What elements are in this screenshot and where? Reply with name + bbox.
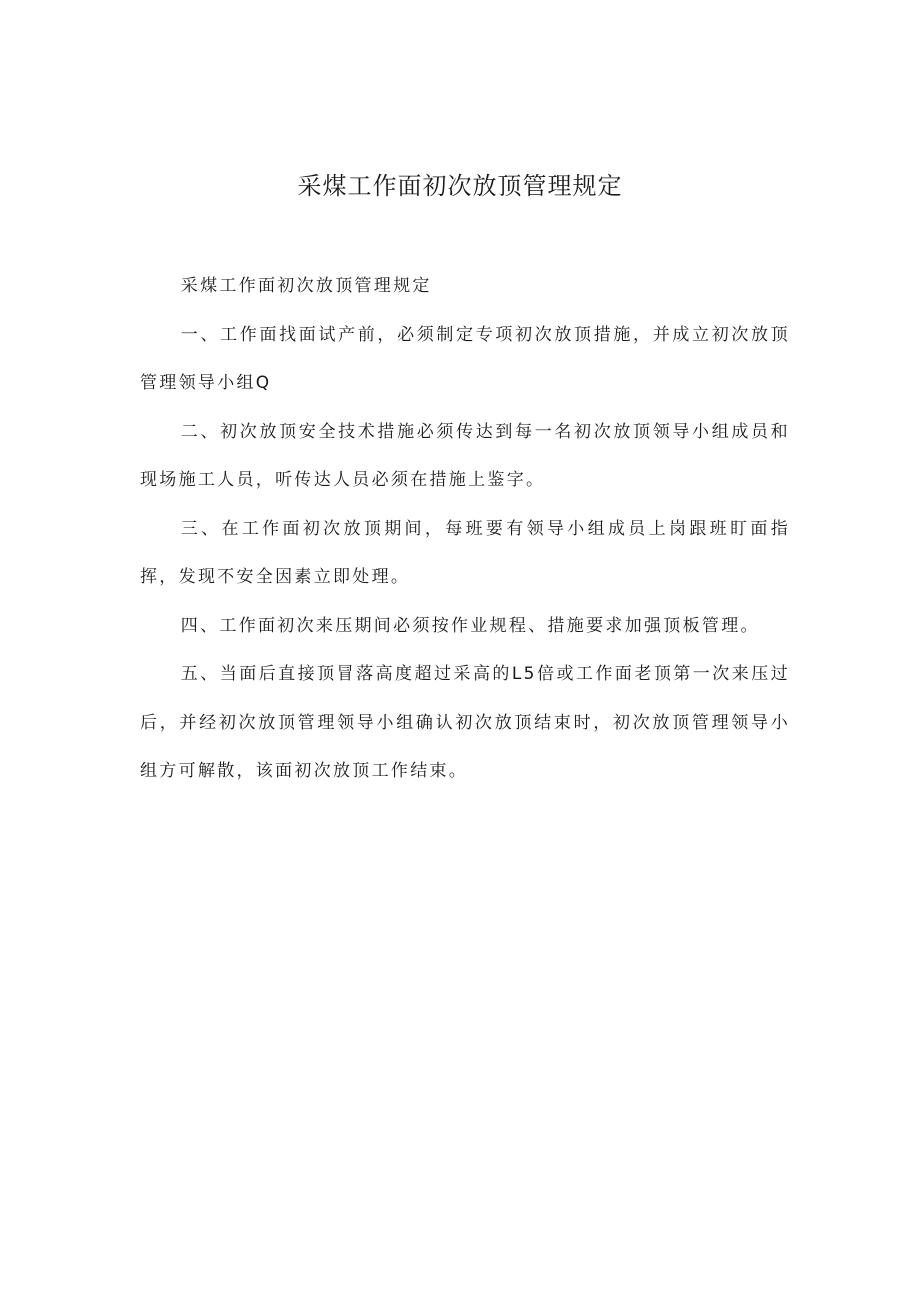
document-title: 采煤工作面初次放顶管理规定 — [297, 172, 623, 200]
document-body — [140, 262, 790, 796]
paragraph-1: 一、工作面找面试产前，必须制定专项初次放顶措施，并成立初次放顶管理领导小组Q — [140, 324, 790, 393]
paragraph-5: 五、当面后直接顶冒落高度超过采高的L5倍或工作面老顶第一次来压过后，并经初次放顶管理领导小组确认初次放顶结束时，初次放顶管理领导小组方可解散，该面初次放顶工作结束。 — [140, 664, 790, 781]
paragraph-heading: 采煤工作面初次放顶管理规定 — [180, 276, 432, 296]
paragraph-3: 三、在工作面初次放顶期间，每班要有领导小组成员上岗跟班盯面指挥，发现不安全因素立即处理。 — [140, 518, 790, 587]
paragraph-4: 四、工作面初次来压期间必须按作业规程、措施要求加强顶板管理。 — [180, 615, 760, 636]
paragraph-2: 二、初次放顶安全技术措施必须传达到每一名初次放顶领导小组成员和现场施工人员，听传达人员必须在措施上鉴字。 — [140, 421, 790, 490]
